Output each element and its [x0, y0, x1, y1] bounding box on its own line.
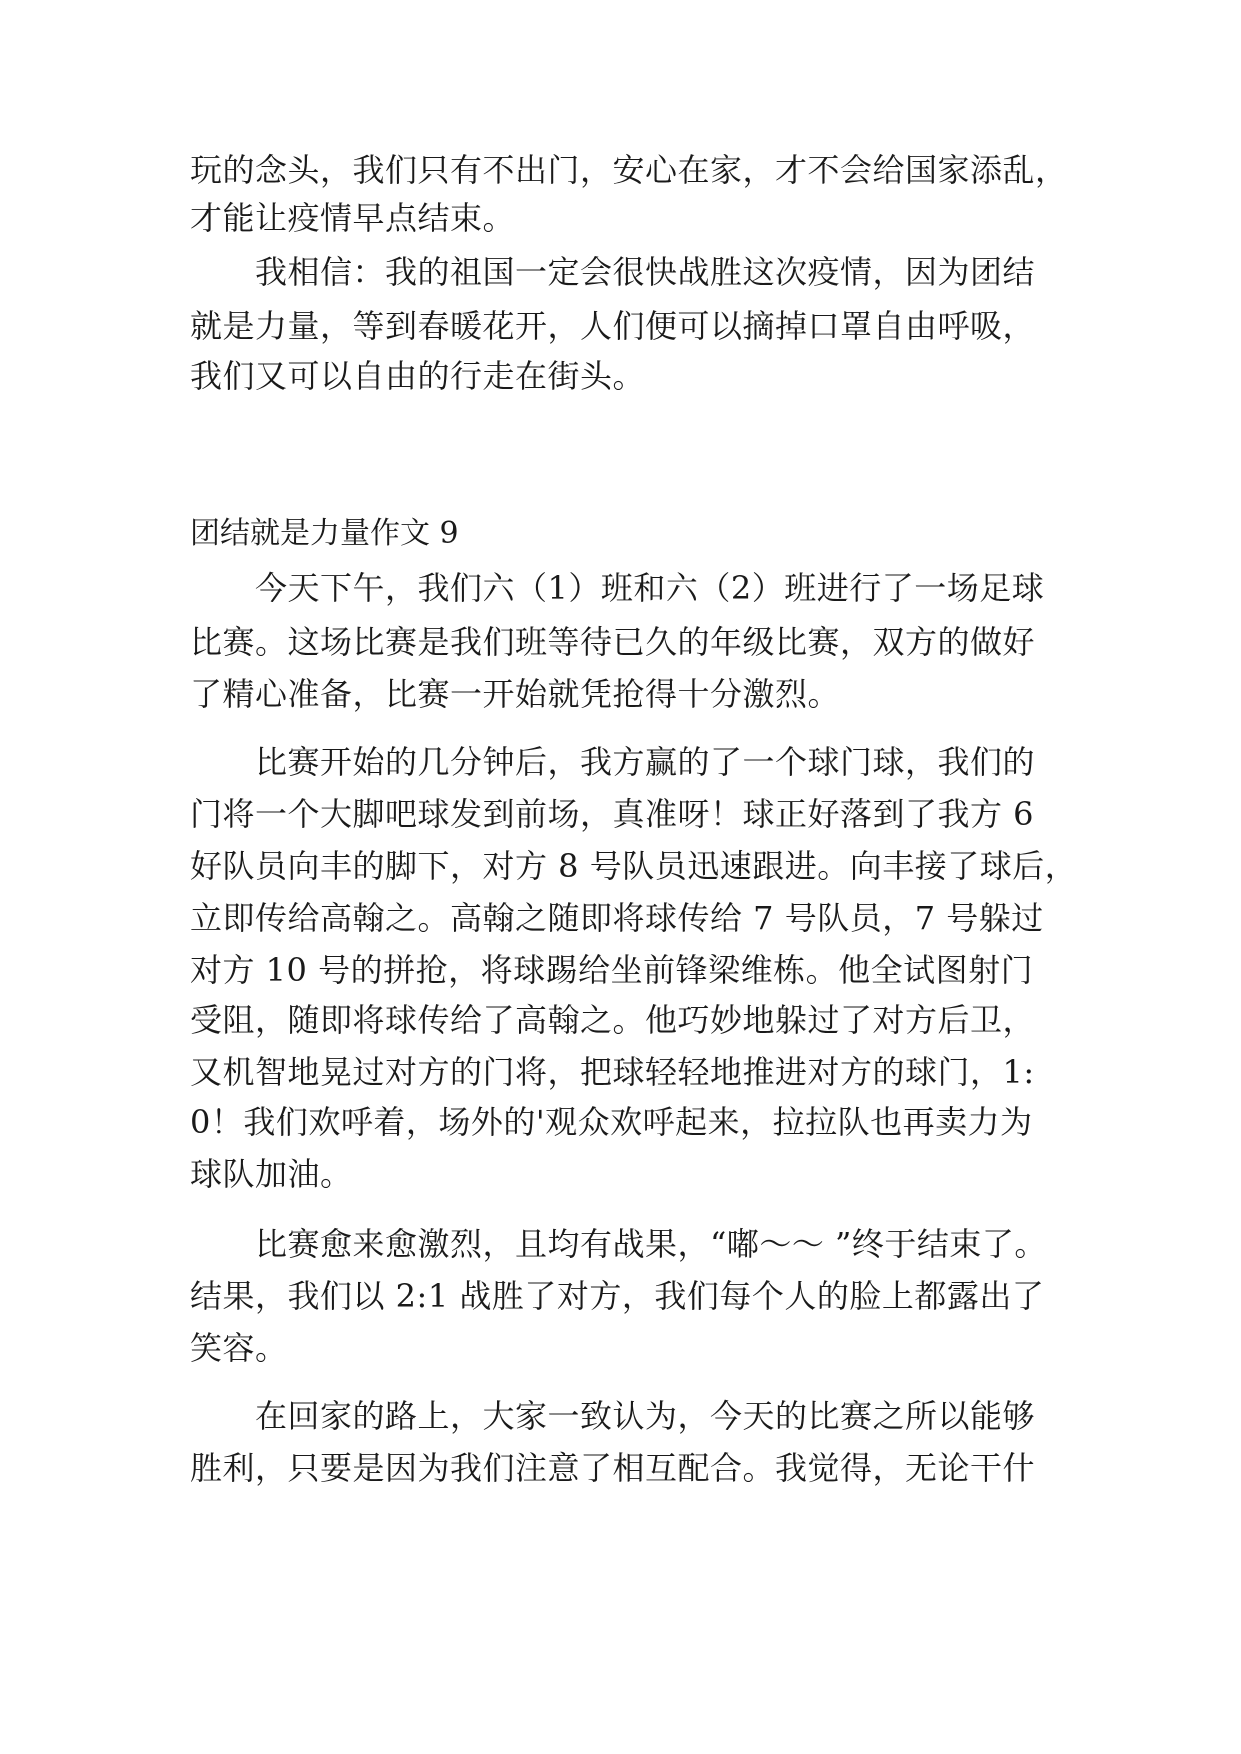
text-line: 在回家的路上，大家一致认为，今天的比赛之所以能够	[190, 1397, 1036, 1435]
text-line: 胜利，只要是因为我们注意了相互配合。我觉得，无论干什	[190, 1449, 1036, 1487]
text-line: 就是力量，等到春暖花开，人们便可以摘掉口罩自由呼吸，	[190, 307, 1036, 345]
text-line: 又机智地晃过对方的门将，把球轻轻地推进对方的球门，1:	[190, 1053, 1035, 1091]
text-line: 立即传给高翰之。高翰之随即将球传给 7 号队员，7 号躲过	[190, 899, 1044, 937]
text-line: 受阻，随即将球传给了高翰之。他巧妙地躲过了对方后卫，	[190, 1001, 1036, 1039]
section-title: 团结就是力量作文 9	[190, 516, 459, 551]
text-line: 今天下午，我们六（1）班和六（2）班进行了一场足球	[190, 569, 1045, 607]
text-line: 好队员向丰的脚下，对方 8 号队员迅速跟进。向丰接了球后，	[190, 847, 1078, 885]
text-line: 门将一个大脚吧球发到前场，真准呀！球正好落到了我方 6	[190, 795, 1035, 833]
text-line: 结果，我们以 2:1 战胜了对方，我们每个人的脸上都露出了	[190, 1277, 1045, 1315]
text-line: 对方 10 号的拼抢，将球踢给坐前锋梁维栋。他全试图射门	[190, 951, 1034, 989]
text-line: 比赛愈来愈激烈，且均有战果，“嘟～～ ”终于结束了。	[190, 1225, 1047, 1263]
text-line: 才能让疫情早点结束。	[190, 199, 516, 237]
text-line: 我们又可以自由的行走在街头。	[190, 357, 646, 395]
text-line: 玩的念头，我们只有不出门，安心在家，才不会给国家添乱，	[190, 151, 1068, 189]
text-line: 了精心准备，比赛一开始就凭抢得十分激烈。	[190, 675, 841, 713]
text-line: 球队加油。	[190, 1155, 353, 1193]
text-line: 比赛开始的几分钟后，我方赢的了一个球门球，我们的	[190, 743, 1036, 781]
text-line: 0！我们欢呼着，场外的'观众欢呼起来，拉拉队也再卖力为	[190, 1103, 1033, 1141]
text-line: 笑容。	[190, 1329, 288, 1367]
text-line: 我相信：我的祖国一定会很快战胜这次疫情，因为团结	[190, 253, 1036, 291]
text-line: 比赛。这场比赛是我们班等待已久的年级比赛，双方的做好	[190, 623, 1036, 661]
